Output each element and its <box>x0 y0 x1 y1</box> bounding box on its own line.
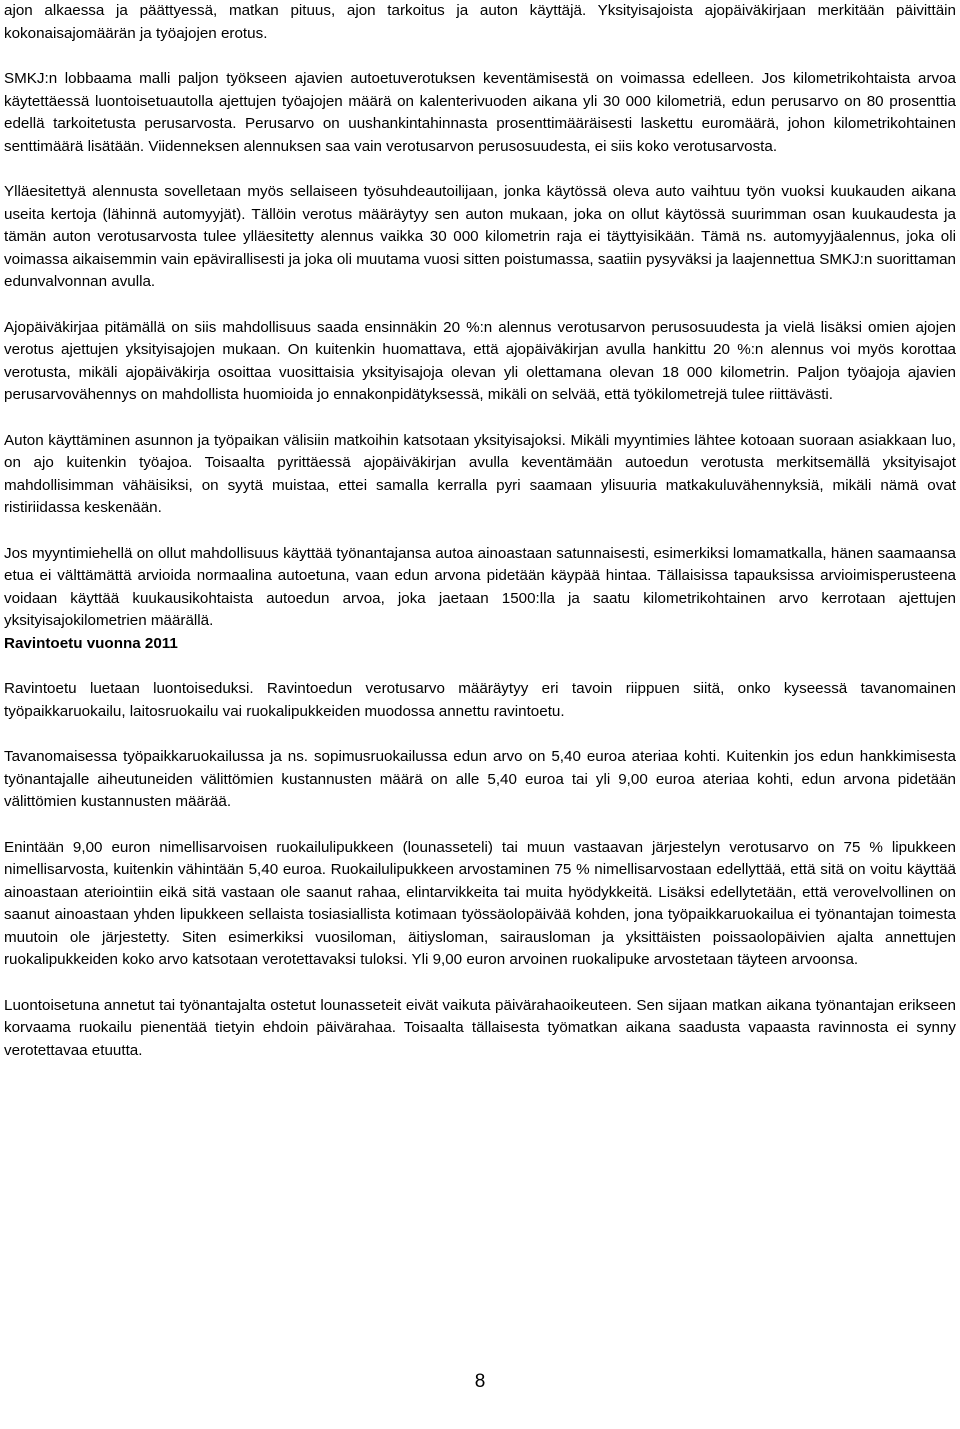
paragraph-8: Tavanomaisessa työpaikkaruokailussa ja ns. sopimusruokailussa edun arvo on 5,40 euroa ateriaa kohti. Kuitenkin jos edun hankkimisesta työnantajalle aiheutuneiden välittömien kustannusten määrä on alle 5,40 euroa tai yli 9,00 euroa ateriaa kohti, edun arvona pidetään välittömien kustannusten määrää. <box>4 748 956 810</box>
paragraph-4: Ajopäiväkirjaa pitämällä on siis mahdollisuus saada ensinnäkin 20 %:n alennus verotusarvon perusosuudesta ja vielä lisäksi omien ajojen verotus ajettujen yksityisajojen mukaan. On kuitenkin huomattava, että ajopäiväkirjan avulla hankittu 20 %:n alennus voi myös korottaa verotusta, mikäli ajopäiväkirja osoittaa vuosittaisia yksityisajoja olevan yli olettamana olevan 18 000 kilometrin. Paljon työajoja ajavien perusarvovähennys on mahdollista huomioida jo ennakonpidätyksessä, mikäli on selvää, että työkilometrejä tulee riittävästi. <box>4 318 956 403</box>
section-heading: Ravintoetu vuonna 2011 <box>4 634 178 652</box>
paragraph-10: Luontoisetuna annetut tai työnantajalta ostetut lounasseteit eivät vaikuta päivärahaoikeuteen. Sen sijaan matkan aikana työnantajan erikseen korvaama ruokailu pienentää tietyin ehdoin päivärahaa. Toisaalta tällaisesta työmatkan aikana saadusta vapaasta ravinnosta ei synny verotettavaa etuutta. <box>4 996 956 1059</box>
paragraph-7: Ravintoetu luetaan luontoiseduksi. Ravintoedun verotusarvo määräytyy eri tavoin riippuen siitä, onko kyseessä tavanomainen työpaikkaruokailu, laitosruokailu vai ruokalipukkeiden muodossa annettu ravintoetu. <box>4 680 956 720</box>
paragraph-6: Jos myyntimiehellä on ollut mahdollisuus käyttää työnantajansa autoa ainoastaan satunnaisesti, esimerkiksi lomamatkalla, hänen saamaansa etua ei välttämättä arvioida normaalina autoetuna, vaan edun arvona pidetään käypää hintaa. Tällaisissa tapauksissa arvioimisperusteena voidaan käyttää kuukausikohtaista autoedun arvoa, joka jaetaan 1500:lla ja saatu kilometrikohtainen arvo kerrotaan ajettujen yksityisajokilometrien määrällä. <box>4 544 956 629</box>
paragraph-2: SMKJ:n lobbaama malli paljon työkseen ajavien autoetuverotuksen keventämisestä on voimassa edelleen. Jos kilometrikohtaista arvoa käytettäessä luontoisetuautolla ajettujen työajojen määrä on kalenterivuoden aikana yli 30 000 kilometriä, edun perusarvo on 80 prosenttia edellä tarkoitetusta perusarvosta. Perusarvo on uushankintahinnasta prosenttimääräisesti laskettu euromäärä, johon kilometrikohtainen senttimäärä lisätään. Viidenneksen alennuksen saa vain verotusarvon perusosuudesta, ei siis koko verotusarvosta. <box>4 70 956 155</box>
paragraph-3: Ylläesitettyä alennusta sovelletaan myös sellaiseen työsuhdeautoilijaan, jonka käytössä oleva auto vaihtuu työn vuoksi kuukauden aikana useita kertoja (lähinnä automyyjät). Tällöin verotus määräytyy sen auton mukaan, joka on ollut käytössä suurimman osan kuukaudesta ja tämän auton verotusarvosta tulee ylläesitetty alennus vaikka 30 000 kilometrin raja ei täyttyisikään. Tämä ns. automyyjäalennus, joka oli voimassa aikaisemmin vain epävirallisesti ja joka oli muutama vuosi sitten poistumassa, saatiin pysyväksi ja laajennettua SMKJ:n suorittaman edunvalvonnan avulla. <box>4 183 956 290</box>
paragraph-9: Enintään 9,00 euron nimellisarvoisen ruokailulipukkeen (lounasseteli) tai muun vastaavan järjestelyn verotusarvo on 75 % lipukkeen nimellisarvosta, kuitenkin vähintään 5,40 euroa. Ruokailulipukkeen arvostaminen 75 % nimellisarvostaan edellyttää, että sitä on voitu käyttää ainoastaan ateriointiin eikä sitä vastaan ole saanut rahaa, elintarvikkeita tai muita hyödykkeitä. Lisäksi edellytetään, että verovelvollinen on saanut ainoastaan yhden lipukkeen sellaista tosiasiallista kotimaan työssäolopäivää kohden, jona työpaikkaruokailua ei työnantajan toimesta muutoin ole järjestetty. Siten esimerkiksi vuosiloman, äitiysloman, sairausloman ja yksittäisten poissaolopäivien ajalta annettujen ruokalipukkeiden koko arvo katsotaan verotettavaksi tuloksi. Yli 9,00 euron arvoinen ruokalipuke arvostetaan täyteen arvoonsa. <box>4 838 956 968</box>
paragraph-5: Auton käyttäminen asunnon ja työpaikan välisiin matkoihin katsotaan yksityisajoksi. Mikäli myyntimies lähtee kotoaan suoraan asiakkaan luo, on ajo kuitenkin työajoa. Toisaalta pyrittäessä ajopäiväkirjan avulla keventämään autoedun verotusta merkitsemällä yksityisajot mahdollisimman vähäisiksi, on syytä muistaa, ettei samalla kerralla pyri saamaan ylisuuria matkakuluvähennyksiä, mikäli nämä ovat ristiriidassa keskenään. <box>4 431 956 516</box>
paragraph-1: ajon alkaessa ja päättyessä, matkan pituus, ajon tarkoitus ja auton käyttäjä. Yksityisajoista ajopäiväkirjaan merkitään päivittäin kokonaisajomäärän ja työajojen erotus. <box>4 2 956 42</box>
document-page <box>4 0 956 1062</box>
page-number: 8 <box>474 1371 486 1392</box>
